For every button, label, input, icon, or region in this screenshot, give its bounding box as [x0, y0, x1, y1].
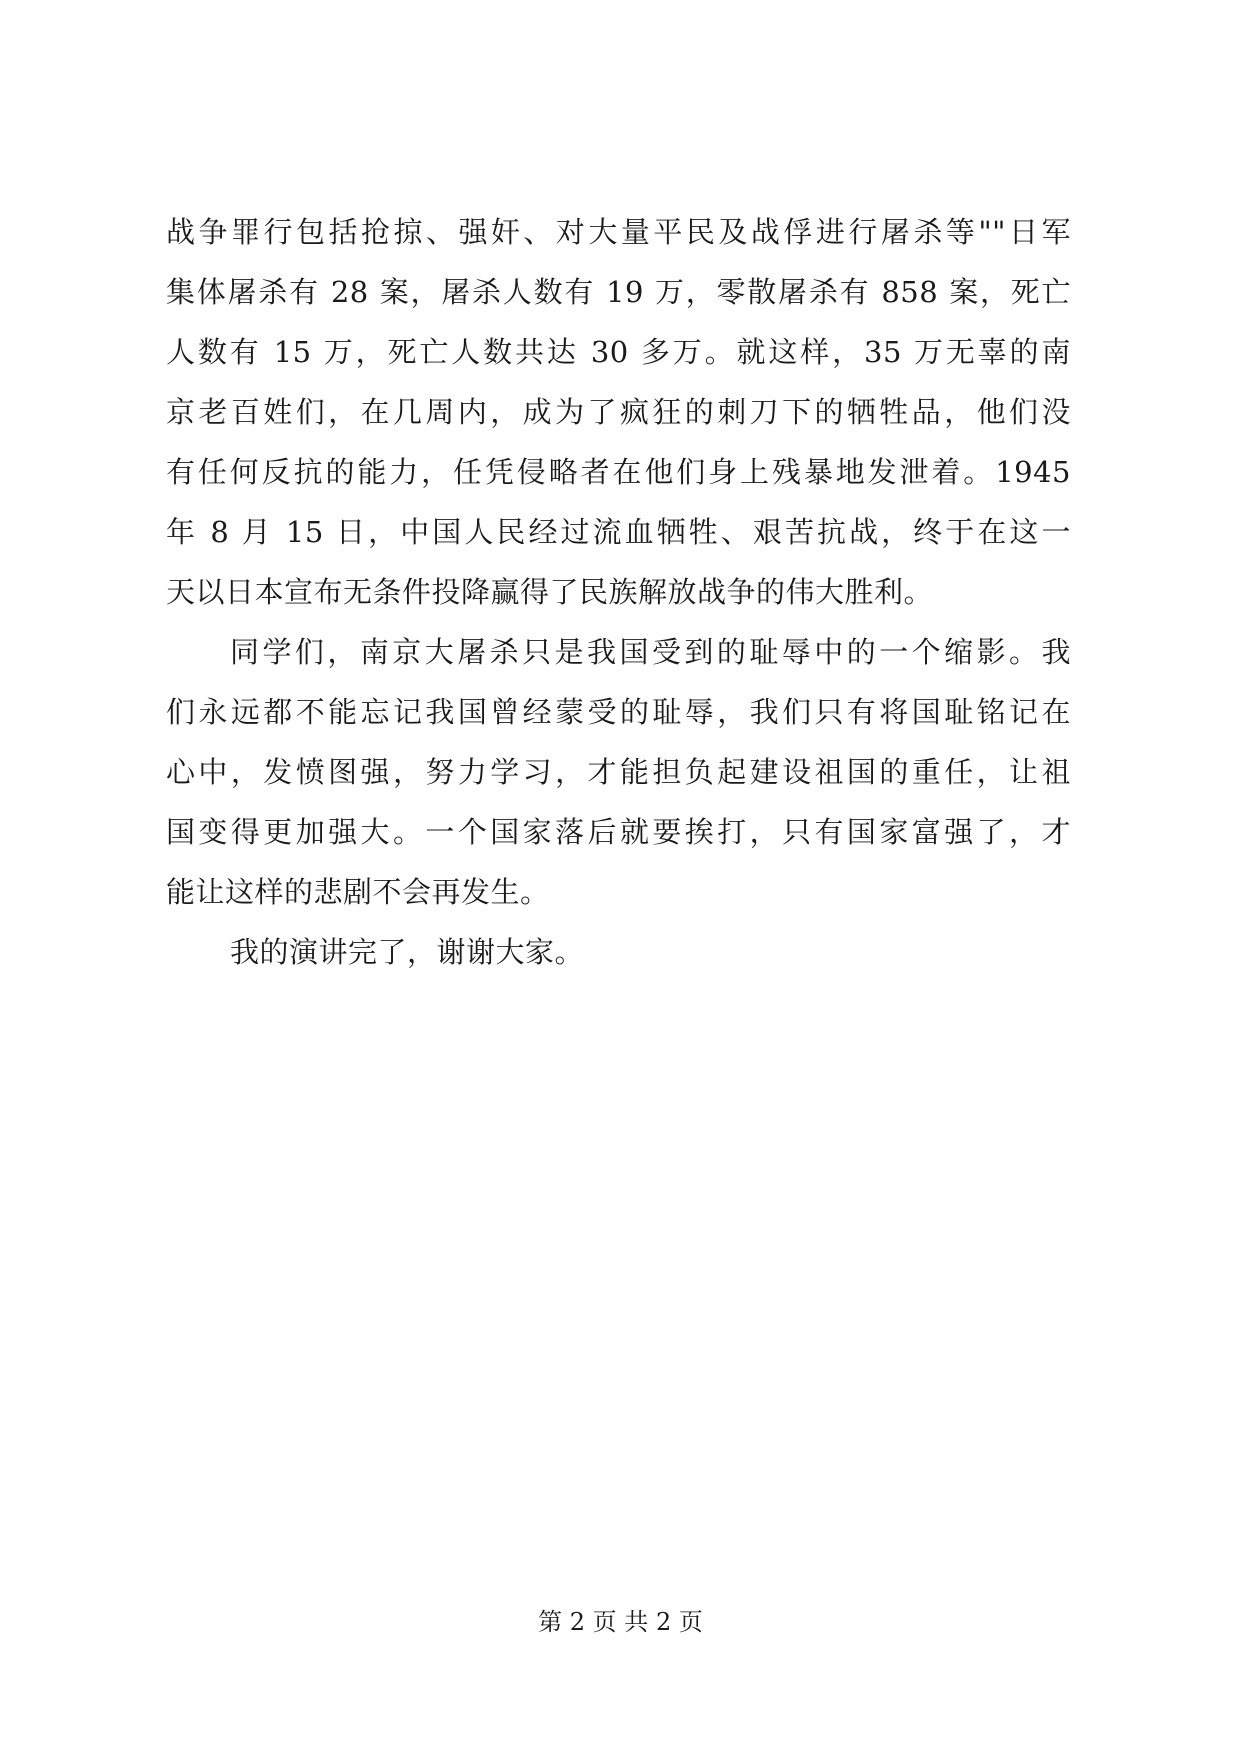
text-line: 们永远都不能忘记我国曾经蒙受的耻辱，我们只有将国耻铭记在 — [166, 695, 1071, 729]
text-line: 国变得更加强大。一个国家落后就要挨打，只有国家富强了，才 — [166, 815, 1071, 849]
text-line: 天以日本宣布无条件投降赢得了民族解放战争的伟大胜利。 — [166, 575, 934, 609]
text-line: 京老百姓们，在几周内，成为了疯狂的刺刀下的牺牲品，他们没 — [166, 395, 1071, 429]
text-line: 有任何反抗的能力，任凭侵略者在他们身上残暴地发泄着。1945 — [166, 455, 1071, 489]
paragraph — [166, 922, 1071, 982]
page-number-footer: 第 2 页 共 2 页 — [538, 1608, 703, 1636]
paragraph — [166, 202, 1071, 622]
text-line: 我的演讲完了，谢谢大家。 — [230, 935, 585, 969]
text-line: 同学们，南京大屠杀只是我国受到的耻辱中的一个缩影。我 — [230, 635, 1071, 669]
text-line: 战争罪行包括抢掠、强奸、对大量平民及战俘进行屠杀等""日军 — [166, 215, 1071, 249]
text-line: 集体屠杀有 28 案，屠杀人数有 19 万，零散屠杀有 858 案，死亡 — [166, 275, 1071, 309]
document-body — [166, 202, 1071, 982]
paragraph — [166, 622, 1071, 922]
text-line: 人数有 15 万，死亡人数共达 30 多万。就这样，35 万无辜的南 — [166, 335, 1071, 369]
text-line: 能让这样的悲剧不会再发生。 — [166, 875, 550, 909]
text-line: 心中，发愤图强，努力学习，才能担负起建设祖国的重任，让祖 — [166, 755, 1071, 789]
text-line: 年 8 月 15 日，中国人民经过流血牺牲、艰苦抗战，终于在这一 — [166, 515, 1071, 549]
